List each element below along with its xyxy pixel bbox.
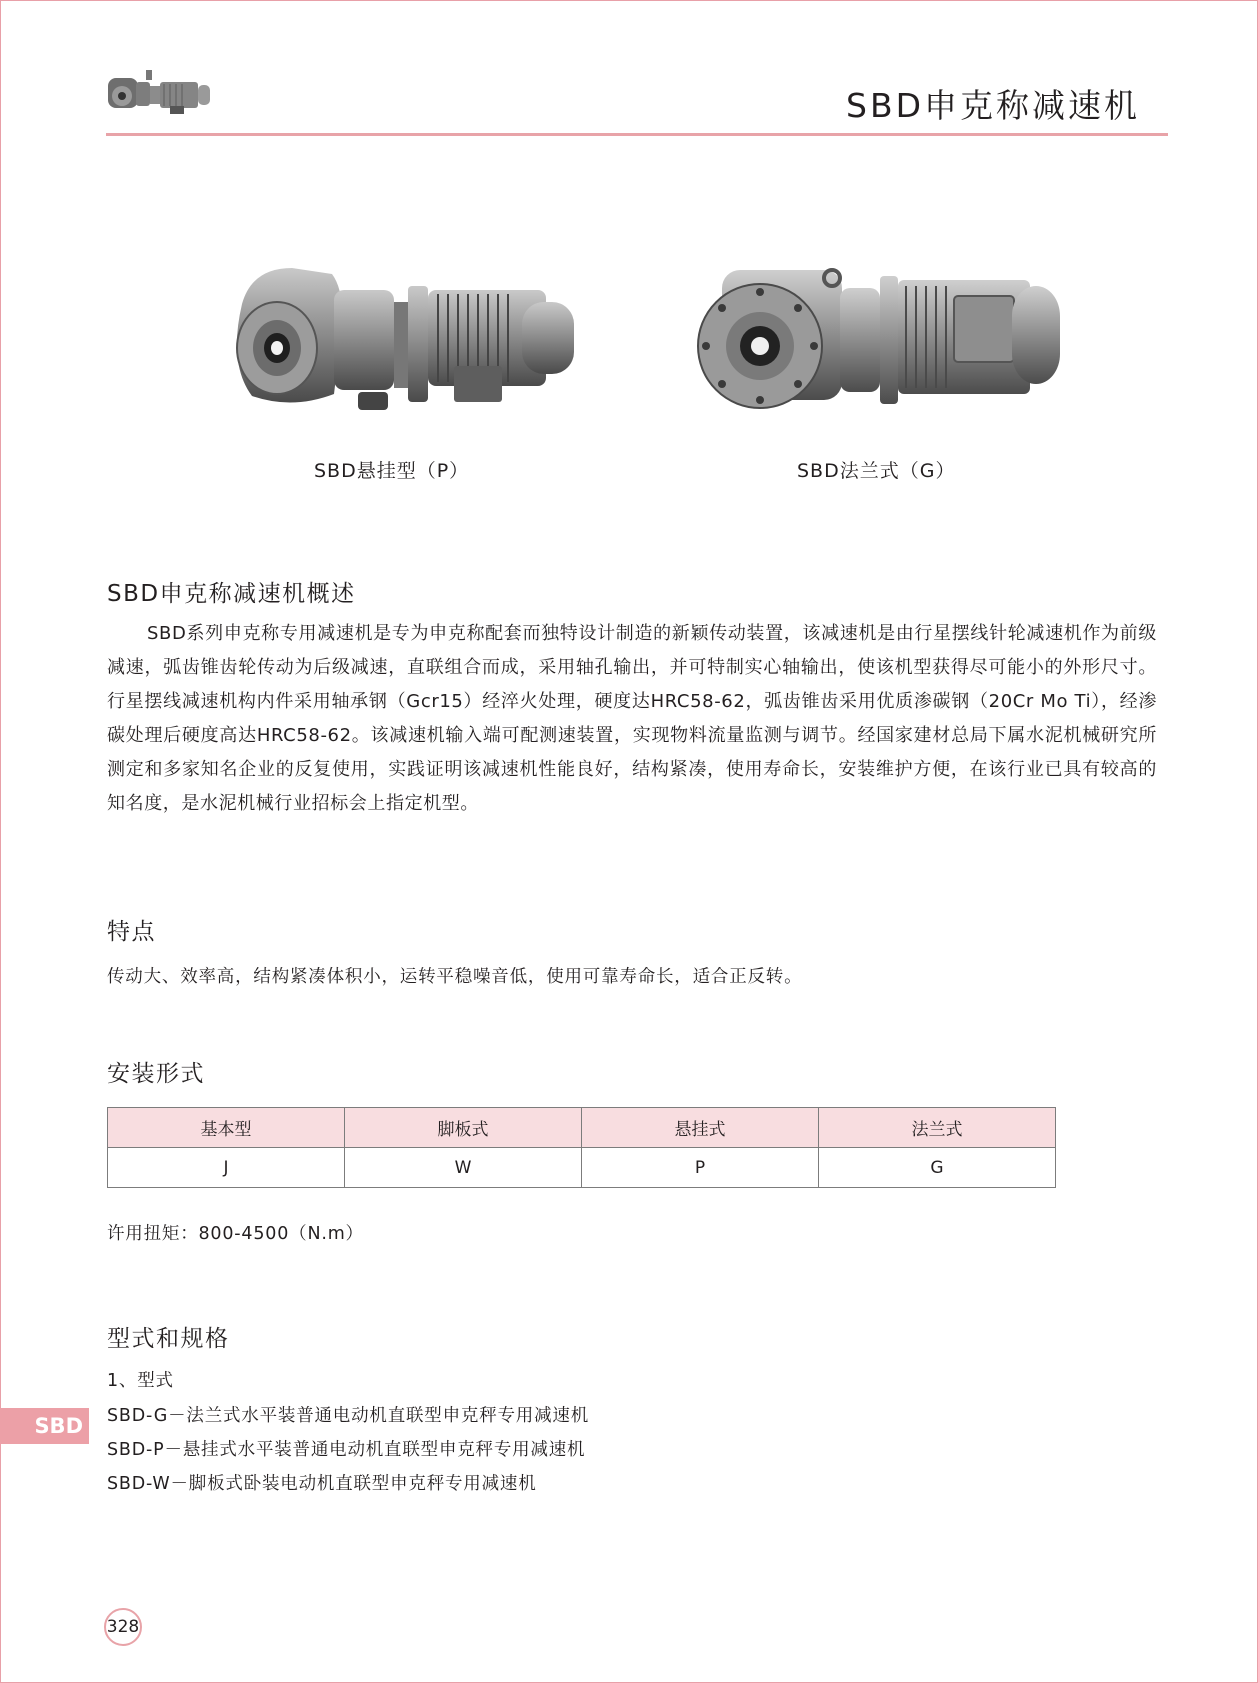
- spec-item: SBD-W－脚板式卧装电动机直联型申克秤专用减速机: [107, 1474, 537, 1494]
- product-caption-p: SBD悬挂型（P）: [314, 460, 470, 482]
- table-header-cell: 基本型: [108, 1108, 345, 1148]
- section-side-tab: SBD: [0, 1408, 89, 1444]
- table-cell: P: [582, 1148, 819, 1188]
- installation-table: [107, 1107, 1056, 1188]
- features-heading: 特点: [107, 919, 156, 945]
- features-text: 传动大、效率高，结构紧凑体积小，运转平稳噪音低，使用可靠寿命长，适合正反转。: [107, 967, 803, 987]
- table-cell: G: [819, 1148, 1056, 1188]
- shaft-mounted-gear-reducer-photo: [222, 264, 586, 414]
- overview-paragraph: SBD系列申克称专用减速机是专为申克称配套而独特设计制造的新颖传动装置，该减速机是由行星摆线针轮减速机作为前级减速，弧齿锥齿轮传动为后级减速，直联组合而成，采用轴孔输出，并可特制实心轴输出，使该机型获得尽可能小的外形尺寸。行星摆线减速机构内件采用轴承钢（Gcr15）经淬火处理，硬度达HRC58-62，弧齿锥齿采用优质渗碳钢（20Cr Mo Ti），经渗碳处理后硬度高达HRC58-62。该减速机输入端可配测速装置，实现物料流量监测与调节。经国家建材总局下属水泥机械研究所测定和多家知名企业的反复使用，实践证明该减速机性能良好，结构紧凑，使用寿命长，安装维护方便，在该行业已具有较高的知名度，是水泥机械行业招标会上指定机型。: [107, 623, 1157, 814]
- spec-item: SBD-P－悬挂式水平装普通电动机直联型申克秤专用减速机: [107, 1440, 586, 1460]
- page-number: 328: [104, 1608, 142, 1646]
- table-row: [108, 1148, 1056, 1188]
- table-header-cell: 悬挂式: [582, 1108, 819, 1148]
- table-header-cell: 法兰式: [819, 1108, 1056, 1148]
- gear-reducer-thumbnail-icon: [106, 68, 212, 118]
- flange-mounted-gear-reducer-photo: [692, 266, 1064, 412]
- specs-subtitle: 1、型式: [107, 1371, 174, 1391]
- product-caption-g: SBD法兰式（G）: [797, 460, 956, 482]
- overview-heading: SBD申克称减速机概述: [107, 581, 356, 607]
- table-cell: J: [108, 1148, 345, 1188]
- table-cell: W: [345, 1148, 582, 1188]
- table-header-cell: 脚板式: [345, 1108, 582, 1148]
- page-title: SBD申克称减速机: [846, 86, 1140, 125]
- torque-text: 许用扭矩：800-4500（N.m）: [107, 1224, 364, 1244]
- installation-heading: 安装形式: [107, 1061, 205, 1087]
- spec-item: SBD-G－法兰式水平装普通电动机直联型申克秤专用减速机: [107, 1406, 590, 1426]
- header-divider: [106, 133, 1168, 136]
- table-header-row: [108, 1108, 1056, 1148]
- specs-heading: 型式和规格: [107, 1326, 230, 1352]
